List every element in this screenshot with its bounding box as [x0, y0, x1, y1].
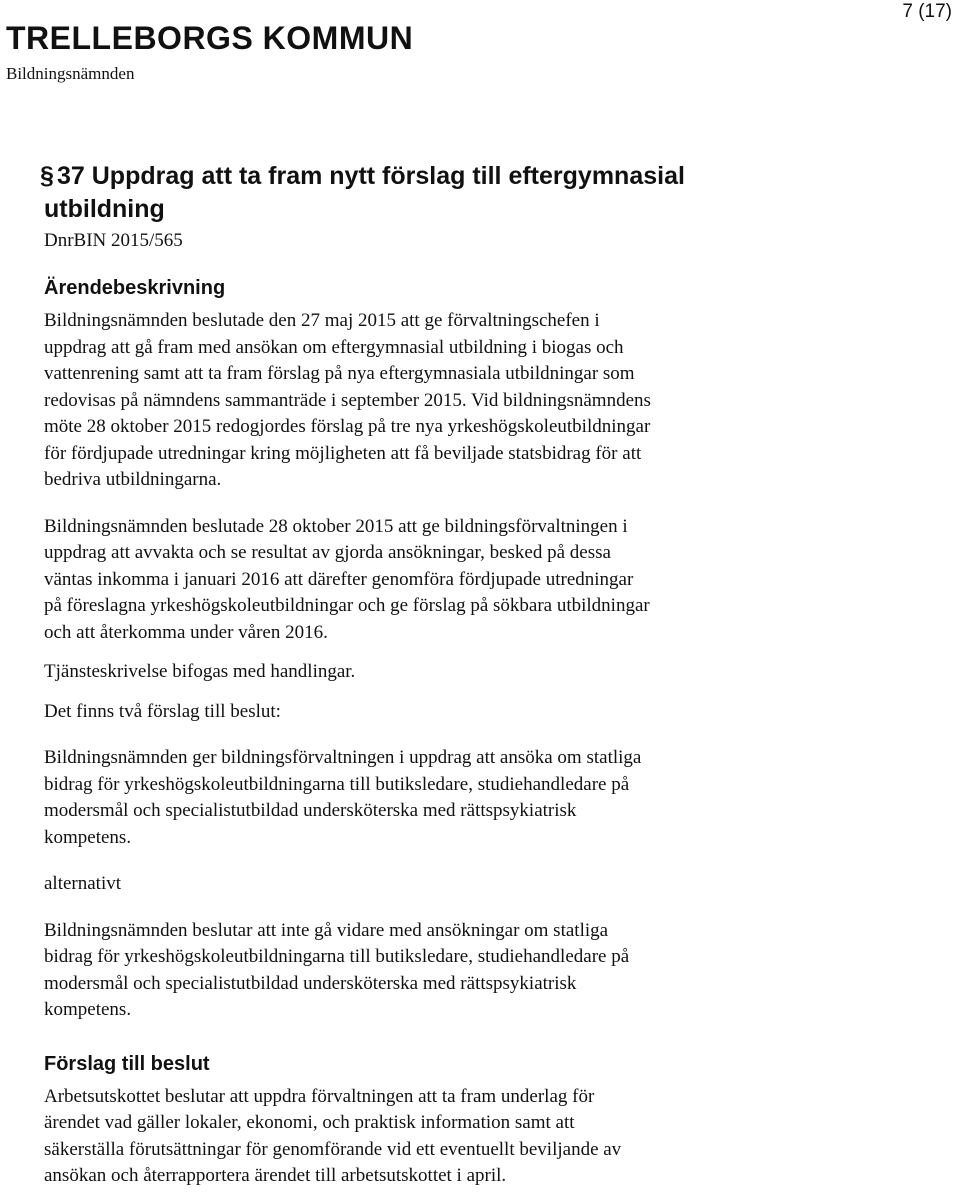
heading-forslag-till-beslut: Förslag till beslut	[44, 1052, 210, 1075]
paragraph-sign: §	[40, 162, 54, 190]
paragraph-proposal-b	[44, 918, 944, 1024]
organization-name: TRELLEBORGS KOMMUN	[6, 20, 414, 56]
text-line: uppdrag att avvakta och se resultat av gjorda ansökningar, besked på dessa	[44, 542, 611, 563]
text-line: Arbetsutskottet beslutar att uppdra förvaltningen att ta fram underlag för	[44, 1085, 595, 1107]
paragraph-attachment-note: Tjänsteskrivelse bifogas med handlingar.	[44, 661, 356, 682]
text-line: redovisas på nämndens sammanträde i september 2015. Vid bildningsnämndens	[44, 389, 651, 411]
heading-arendebeskrivning: Ärendebeskrivning	[44, 277, 226, 299]
text-line: modersmål och specialistutbildad undersköterska med rättspsykiatrisk	[44, 972, 577, 994]
text-line: ansökan och återrapportera ärendet till arbetsutskottet i april.	[44, 1165, 507, 1186]
section-title-line-2: utbildning	[44, 195, 165, 223]
text-line: och att återkomma under våren 2016.	[44, 621, 328, 643]
text-line: bidrag för yrkeshögskoleutbildningarna till butiksledare, studiehandledare på	[44, 773, 630, 795]
section-title	[40, 160, 944, 226]
text-line: vattenrening samt att ta fram förslag på nya eftergymnasiala utbildningar som	[44, 363, 635, 384]
diary-number: DnrBIN 2015/565	[44, 230, 183, 251]
paragraph-alternative: alternativt	[44, 873, 122, 894]
text-line: för fördjupade utredningar kring möjligheten att få beviljade statsbidrag för att	[44, 442, 642, 464]
text-line: Bildningsnämnden ger bildningsförvaltningen i uppdrag att ansöka om statliga	[44, 747, 642, 768]
text-line: Bildningsnämnden beslutade den 27 maj 2015 att ge förvaltningschefen i	[44, 310, 600, 331]
document-body	[40, 160, 944, 1199]
section-title-line-1: 37 Uppdrag att ta fram nytt förslag till eftergymnasial	[57, 162, 685, 190]
page-number: 7 (17)	[902, 1, 952, 22]
text-line: uppdrag att gå fram med ansökan om eftergymnasial utbildning i biogas och	[44, 336, 624, 358]
text-line: möte 28 oktober 2015 redogjordes förslag på tre nya yrkeshögskoleutbildningar	[44, 416, 651, 437]
text-line: kompetens.	[44, 999, 132, 1020]
text-line: ärendet vad gäller lokaler, ekonomi, och praktisk information samt att	[44, 1112, 575, 1133]
paragraph-two-proposals: Det finns två förslag till beslut:	[44, 700, 281, 722]
paragraph-october-decision	[44, 514, 944, 647]
text-line: säkerställa förutsättningar för genomförande vid ett eventuellt beviljande av	[44, 1138, 622, 1160]
text-line: bidrag för yrkeshögskoleutbildningarna till butiksledare, studiehandledare på	[44, 946, 630, 967]
committee-name: Bildningsnämnden	[6, 64, 135, 83]
paragraph-decision-proposal	[44, 1084, 944, 1190]
paragraph-background	[44, 308, 944, 494]
text-line: väntas inkomma i januari 2016 att därefter genomföra fördjupade utredningar	[44, 568, 634, 590]
text-line: Bildningsnämnden beslutade 28 oktober 2015 att ge bildningsförvaltningen i	[44, 515, 628, 537]
text-line: modersmål och specialistutbildad undersköterska med rättspsykiatrisk	[44, 800, 577, 821]
paragraph-proposal-a	[44, 745, 944, 851]
text-line: på föreslagna yrkeshögskoleutbildningar och ge förslag på sökbara utbildningar	[44, 595, 650, 616]
text-line: kompetens.	[44, 826, 132, 848]
text-line: Bildningsnämnden beslutar att inte gå vidare med ansökningar om statliga	[44, 919, 609, 941]
text-line: bedriva utbildningarna.	[44, 469, 222, 490]
